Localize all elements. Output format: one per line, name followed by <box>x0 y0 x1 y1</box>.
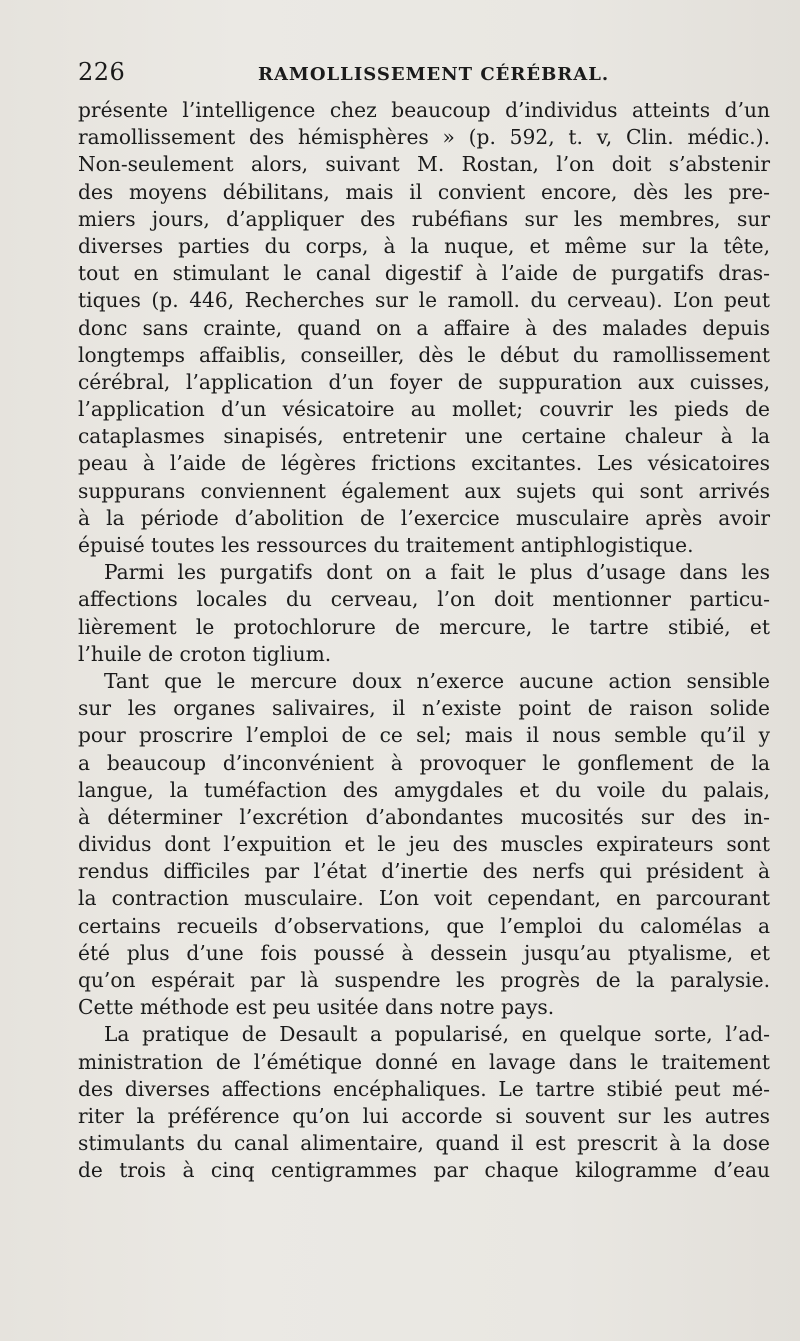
text-line: à déterminer l’excrétion d’abondantes mucosités sur des in- <box>78 804 770 829</box>
text-line: des diverses affections encéphaliques. Le tartre stibié peut mé- <box>78 1076 770 1101</box>
text-line: tiques (p. 446, Recherches sur le ramoll. du cerveau). L’on peut <box>78 288 770 313</box>
text-line: donc sans crainte, quand on a affaire à des malades depuis <box>78 315 770 340</box>
text-line: épuisé toutes les ressources du traitement antiphlogistique. <box>78 533 694 557</box>
text-line: l’application d’un vésicatoire au mollet; couvrir les pieds de <box>78 397 770 422</box>
text-line: ministration de l’émétique donné en lavage dans le traitement <box>78 1049 770 1074</box>
running-title: RAMOLLISSEMENT CÉRÉBRAL. <box>258 64 610 85</box>
text-line: longtemps affaiblis, conseiller, dès le début du ramollissement <box>78 342 770 367</box>
text-line: la contraction musculaire. L’on voit cependant, en parcourant <box>78 886 770 911</box>
text-line: de trois à cinq centigrammes par chaque kilogramme d’eau <box>78 1158 770 1183</box>
text-line: stimulants du canal alimentaire, quand il est prescrit à la dose <box>78 1131 770 1156</box>
page-header <box>78 58 768 90</box>
text-line: lièrement le protochlorure de mercure, le tartre stibié, et <box>78 614 770 639</box>
text-line: Tant que le mercure doux n’exerce aucune action sensible <box>104 668 770 693</box>
text-line: diverses parties du corps, à la nuque, et même sur la tête, <box>78 233 770 258</box>
page-number: 226 <box>78 58 126 86</box>
text-line: riter la préférence qu’on lui accorde si souvent sur les autres <box>78 1103 770 1128</box>
text-line: sur les organes salivaires, il n’existe point de raison solide <box>78 696 770 721</box>
text-line: langue, la tuméfaction des amygdales et du voile du palais, <box>78 777 770 802</box>
text-line: à la période d’abolition de l’exercice musculaire après avoir <box>78 505 770 530</box>
text-line: a beaucoup d’inconvénient à provoquer le gonflement de la <box>78 750 770 775</box>
text-line: Non-seulement alors, suivant M. Rostan, l’on doit s’abstenir <box>78 152 770 177</box>
text-line: Cette méthode est peu usitée dans notre pays. <box>78 995 555 1020</box>
text-line: dividus dont l’expuition et le jeu des muscles expirateurs sont <box>78 832 770 857</box>
text-line: affections locales du cerveau, l’on doit mentionner particu- <box>78 587 770 612</box>
text-line: certains recueils d’observations, que l’emploi du calomélas a <box>78 913 770 938</box>
text-line: rendus difficiles par l’état d’inertie des nerfs qui président à <box>78 859 770 884</box>
text-line: l’huile de croton tiglium. <box>78 641 332 666</box>
text-line: La pratique de Desault a popularisé, en quelque sorte, l’ad- <box>104 1022 770 1047</box>
text-line: qu’on espérait par là suspendre les progrès de la paralysie. <box>78 968 770 992</box>
text-line: présente l’intelligence chez beaucoup d’individus atteints d’un <box>78 98 770 122</box>
text-line: été plus d’une fois poussé à dessein jusqu’au ptyalisme, et <box>78 940 770 965</box>
text-line: Parmi les purgatifs dont on a fait le plus d’usage dans les <box>104 560 770 585</box>
text-line: des moyens débilitans, mais il convient encore, dès les pre- <box>78 179 770 204</box>
text-line: miers jours, d’appliquer des rubéfians sur les membres, sur <box>78 206 770 231</box>
body-text <box>78 97 770 1185</box>
text-line: pour proscrire l’emploi de ce sel; mais il nous semble qu’il y <box>78 723 770 748</box>
text-line: cérébral, l’application d’un foyer de suppuration aux cuisses, <box>78 369 770 394</box>
text-line: tout en stimulant le canal digestif à l’aide de purgatifs dras- <box>78 261 770 286</box>
text-line: peau à l’aide de légères frictions excitantes. Les vésicatoires <box>78 451 770 476</box>
text-line: suppurans conviennent également aux sujets qui sont arrivés <box>78 478 770 503</box>
text-line: ramollissement des hémisphères » (p. 592, t. v, Clin. médic.). <box>78 125 770 150</box>
text-line: cataplasmes sinapisés, entretenir une certaine chaleur à la <box>78 424 770 449</box>
